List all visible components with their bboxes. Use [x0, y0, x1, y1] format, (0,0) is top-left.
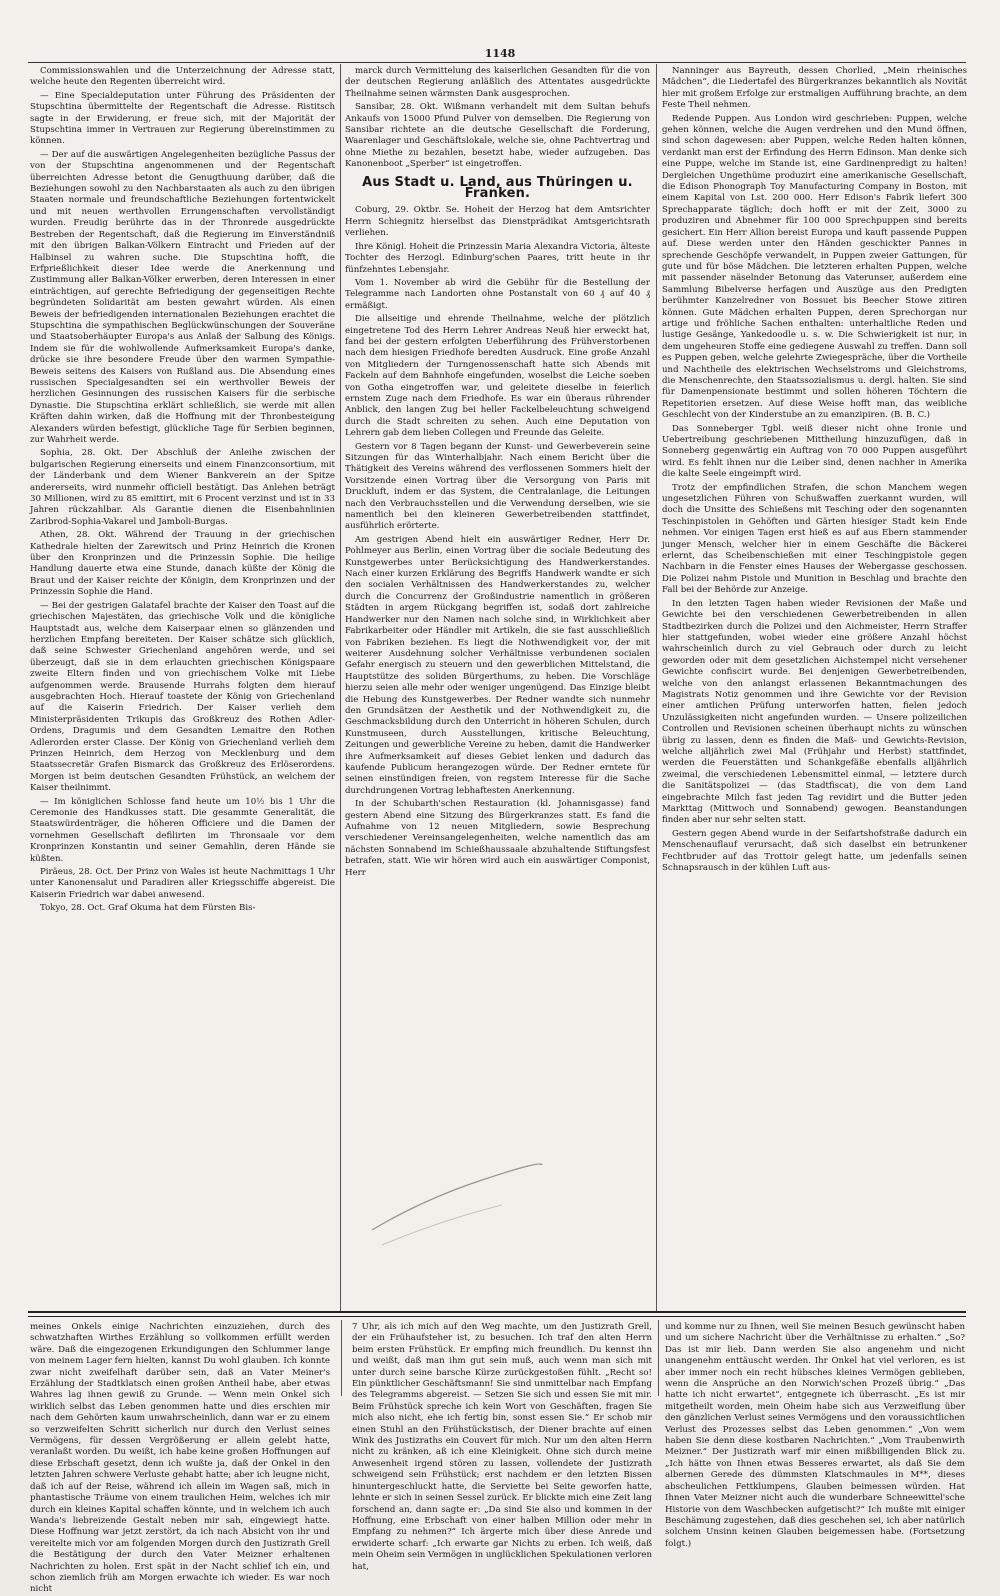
feuilleton-rule — [28, 1311, 966, 1313]
feuilleton-column-rule-2 — [658, 1320, 659, 1396]
column-1 — [30, 66, 335, 1306]
column-rule-1 — [340, 64, 341, 1312]
column-2 — [345, 66, 650, 1306]
paragraph: Redende Puppen. Aus London wird geschrieben: Puppen, welche gehen können, welche die Augen verdrehen und den Mund öffnen, sind schon dagewesen: aber Puppen, welche Reden halten können, verdankt man erst der Erfindung des Herrn Edinson. Man denke sich eine Puppe, welche im Stande ist, eine Gardinenpredigt zu halten! Dergleichen Ungethüme produzirt eine amerikanische Gesellschaft, die Edison Phonograph Toy Manufacturing Company in Boston, mit einem Kapital von Lst. 200 000. Herr Edison's Fabrik liefert 300 Sprechapparate täglich; doch hofft er mit der Zeit, 3000 zu produziren und Abnehmer für 100 000 Sprechpuppen sind bereits gesichert. Ein Herr Allion bereist Europa und kauft passende Puppen auf. Diese werden unter den Händen geschickter Pannes in sprechende Geschöpfe verwandelt, in Puppen zweier Gattungen, für gute und für böse Mädchen. Die letzteren erhalten Puppen, welche mit passender näselnder Betonung das Vaterunser, außerdem eine Sammlung Bibelverse herfagen und Auszüge aus den Predigten berühmter Kanzelredner von Bossuet bis Beecher Stowe zitiren können. Gute Mädchen erhalten Puppen, deren Sprechorgan nur artige und fröhliche Sachen enthalten: unterhaltliche Reden und lustige Gesänge, Yankedoodle u. s. w. Die Schwierigkeit ist nur, in dem ungeheuren Stoffe eine gediegene Auswahl zu treffen. Dann soll es Puppen geben, welche gelehrte Zwiegespräche, über die Vortheile und Nachtheile des elektrischen Wechselstroms und Gleichstroms, die Menschenrechte, den Staatssozialismus u. dergl. halten. Sie sind für Damenpensionate bestimmt und sollen höheren Töchtern die Repetitorien ersetzen. Auf diese Weise hofft man, das weibliche Geschlecht von der Kinderstube an zu emanzipiren. (B. B. C.) — [662, 113, 967, 421]
paragraph: Tokyo, 28. Oct. Graf Okuma hat dem Fürsten Bis- — [40, 903, 256, 914]
paragraph: Commissionswahlen und die Unterzeichnung der Adresse statt, welche heute den Regenten überreicht wird. — [30, 66, 335, 88]
feuilleton-column-rule-1 — [341, 1320, 342, 1396]
paragraph: Trotz der empfindlichen Strafen, die schon Manchem wegen ungesetzlichen Führen von Schußwaffen zuerkannt wurden, will doch die Unsitte des Schießens mit Tesching oder den sogenannten Teschinpistolen in Gehöften und Gärten hiesiger Stadt kein Ende nehmen. Vor einigen Tagen erst hieß es auf aus Ebern stammender junger Mensch, welcher hier in einem Geschäfte die Bäckerei erlernt, das Scheibenschießen mit einer Teschingpistole gegen Nachbarn in die Fenster eines Hauses der Webergasse geschossen. Die Polizei nahm Pistole und Munition in Beschlag und brachte den Fall bei der Behörde zur Anzeige. — [662, 482, 967, 596]
paragraph: Am gestrigen Abend hielt ein auswärtiger Redner, Herr Dr. Pohlmeyer aus Berlin, einen Vortrag über die sociale Bedeutung des Kunstgewerbes unter Berücksichtigung des Handwerkerstandes. Nach einer kurzen Erklärung des Begriffs Handwerk wandte er sich den socialen Verhältnissen des Handwerkerstandes zu, welcher durch die Concurrenz der Großindustrie namentlich in größeren Städten in argem Rückgang begriffen ist, sodaß dort zahlreiche Handwerker nur den Namen nach solche sind, in Wirklichkeit aber Fabrikarbeiter oder Händler mit Artikeln, die sie fast ausschließlich von Fabriken beziehen. Es liegt die Nothwendigkeit vor, der mit weiterer Ausdehnung solcher Verhältnisse verbundenen socialen Gefahr energisch zu steuern und den gewerblichen Mittelstand, die Hauptstütze des soliden Bürgerthums, zu heben. Die Vorschläge hierzu seien alle mehr oder weniger ungenügend. Das Einzige bleibt die Hebung des Kunstgewerbes. Der Redner wandte sich nunmehr den Grundsätzen der Aesthetik und der Nothwendigkeit zu, die Geschmacksbildung durch den Unterricht in höheren Schulen, durch Kunstmuseen, durch Ausstellungen, kritische Beleuchtung, Zeitungen und gewerbliche Vereine zu heben, damit die Handwerker ihre Aufmerksamkeit auf dieses Gebiet lenken und dadurch das kaufende Publicum herangezogen würde. Der Redner erntete für seinen einstündigen freien, von regstem Interesse für die Sache durchdrungenen Vortrag lebhaftesten Anerkennung. — [345, 534, 650, 796]
paragraph: — Der auf die auswärtigen Angelegenheiten bezügliche Passus der von der Stupschtina angenommenen und der Regentschaft überreichten Adresse betont die Genugthuung darüber, daß die Beziehungen sowohl zu den Nachbarstaaten als auch zu den übrigen Staaten normale und freundschaftliche Beziehungen fortentwickelt und mit neuen werthvollen Errungenschaften vervollständigt wurden. Freudig berührte das in der Thronrede ausgedrückte Bestreben der Regentschaft, daß die Regierung im Einverständniß mit den übrigen Balkan-Völkern Eintracht und Frieden auf der Halbinsel zu wahren suche. Die Stupschtina hofft, die Erfprießlichkeit dieser Idee werde die Anerkennung und Zustimmung aller Balkan-Völker erwerben, deren Interessen in einer einträchtigen, auf gerechte Befriedigung der gegenseitigen Rechte begründeten Solidarität am besten gewahrt würden. Als einen Beweis der befriedigenden internationalen Beziehungen erachtet die Stupschtina die sympathischen Beglückwünschungen der Souveräne und Staatsoberhäupter Europa's aus Anlaß der Salbung des Königs. Indem sie für die wohlwollende Aufmerksamkeit Europa's danke, drücke sie ihre besondere Freude über den warmen Sympathie-Beweis seitens des Kaisers von Rußland aus. Die Absendung eines russischen Specialgesandten sei ein werthvoller Beweis der herzlichen Gesinnungen des russischen Kaisers für die serbische Dynastie. Die Stupschtina erklärt schließlich, sie werde mit allen Kräften dahin wirken, daß die Hoffnung mit der Thronbesteigung Alexanders würden befestigt, glückliche Tage für Serbien beginnen, zur Wahrheit werde. — [30, 149, 335, 445]
column-rule-2 — [656, 64, 657, 1312]
paragraph: marck durch Vermittelung des kaiserlichen Gesandten für die von der deutschen Regierung anläßlich des Attentates ausgedrückte Theilnahme seinen wärmsten Dank ausgesprochen. — [345, 66, 650, 99]
paragraph: Piräeus, 28. Oct. Der Prinz von Wales ist heute Nachmittags 1 Uhr unter Kanonensalut und Paradiren aller Kriegsschiffe abgereist. Die Kaiserin Friedrich war dabei anwesend. — [30, 867, 335, 900]
paragraph: Athen, 28. Okt. Während der Trauung in der griechischen Kathedrale hielten der Zarewitsch und Prinz Heinrich die Kronen über den Kronprinzen und die Prinzessin Sophie. Die heilige Handlung dauerte etwa eine Stunde, danach küßte der König die Braut und der Kaiser reichte der Königin, dem Kronprinzen und der Prinzessin Sophie die Hand. — [30, 530, 335, 598]
feuilleton-column-1: meines Onkels einige Nachrichten einzuziehen, durch des schwatzhaften Wirthes Erzählung so vollkommen erfüllt werden wäre. Daß die eingezogenen Erkundigungen den Schlummer lange von meinem Lager fern hielten, kannst Du wohl glauben. Ich konnte zwar nicht zweifelhaft darüber sein, daß an Vater Meiner's Erzählung der Stadtklatsch einen großen Antheil habe, aber etwas Wahres lag ihnen gewiß zu Grunde. — Wenn mein Onkel sich wirklich selbst das Leben genommen hatte und dies erschien mir nach dem Gehörten kaum unwahrscheinlich, dann war er zu einem so verzweifelten Schritt sicherlich nur durch den Verlust seines Vermögens, für dessen Vergrößerung er allein gelebt hatte, veranlaßt worden. Du weißt, ich habe keine großen Hoffnungen auf diese Erbschaft gesetzt, denn ich wußte ja, daß der Onkel in den letzten Jahren schwere Verluste gehabt hatte; aber ich leugne nicht, daß ich auf der Reise, während ich allein im Wagen saß, mich in phantastische Träume von einem traulichen Heim, welches ich mir durch ein kleines Kapital schaffen könnte, und in welchem ich auch Wanda's liebreizende Gestalt neben mir sah, eingewiegt hatte. Diese Hoffnung war jetzt zerstört, da ich nach Absicht von ihr und vereitelte mich vor am folgenden Morgen durch den Justizrath Grell die Bestätigung der durch den Vater Meizner erhaltenen Nachrichten zu holen. Erst spät in der Nacht schlief ich ein, und schon ziemlich früh am Morgen erwachte ich wieder. Es war noch nicht — [30, 1322, 330, 1595]
section-heading: Aus Stadt u. Land, aus Thüringen u. Franken. — [362, 174, 633, 202]
paragraph: In den letzten Tagen haben wieder Revisionen der Maße und Gewichte bei den verschiedenen Gewerbetreibenden in allen Stadtbezirken durch die Polizei und den Aichmeister, Herrn Straffer hier stattgefunden, wobei wieder eine größere Anzahl höchst wahrscheinlich durch zu viel Gebrauch oder durch zu leicht geworden oder mit dem gesetzlichen Aichstempel nicht versehener Gewichte confiscirt wurde. Bei denjenigen Gewerbetreibenden, welche von den anlangst erlassenen Bekanntmachungen des Magistrats Notiz genommen und ihre Gewichte vor der Revision einer amtlichen Prüfung unterworfen hatten, fielen jedoch Unzulässigkeiten nicht angefunden wurden. — Unsere polizeilichen Controllen und Revisionen scheinen überhaupt nichts zu wünschen übrig zu lassen, denn es finden die Maß- und Gewichts-Revision, welche alljährlich zwei Mal (Frühjahr und Herbst) stattfindet, werden die Feuerstätten und Schankgefäße ebenfalls alljährlich zweimal, die verschiedenen Lebensmittel einmal, — letztere durch die Sanitätspolizei — (das Stadtfiscat), die von dem Land eingebrachte Milch fast jeden Tag revidirt und die Butter jeden Markttag (Mittwoch und Sonnabend) gewogen. Beanstandungen finden aber nur sehr selten statt. — [662, 598, 967, 826]
feuilleton-column-3: und komme nur zu Ihnen, weil Sie meinen Besuch gewünscht haben und um sichere Nachricht über die Verhältnisse zu erhalten.“ „So? Das ist mir lieb. Dann werden Sie also angenehm und nicht unangenehm enttäuscht werden. Ihr Onkel hat viel verloren, es ist aber immer noch ein recht hübsches kleines Vermögen geblieben, wenn die Ansprüche an den Norwich'schen Prozeß übrig.“ „Das hatte ich nicht erwartet“, entgegnete ich überrascht. „Es ist mir mitgetheilt worden, mein Oheim habe sich aus Verzweiflung über den gänzlichen Verlust seines Vermögens und den voraussichtlichen Verlust des Prozesses selbst das Leben genommen.“ „Von wem haben Sie denn diese kostbaren Nachrichten.“ „Vom Traubenwirth Meizner.“ Der Justizrath warf mir einen mißbilligenden Blick zu. „Ich hätte von Ihnen etwas Besseres erwartet, als daß Sie dem albernen Gerede des dümmsten Klatschmaules in M**, dieses abscheulichen Fettklumpens, Glauben beimessen würden. Hat Ihnen Vater Meizner nicht auch die wunderbare Schneewittel'sche Historie von dem Waschbecken aufgetischt?“ Ich mußte mit einiger Beschämung zugestehen, daß dies geschehen sei, ich aber natürlich solchem Unsinn keinen Glauben beigemessen habe. (Fortsetzung folgt.) — [665, 1322, 965, 1549]
paragraph: — Bei der gestrigen Galatafel brachte der Kaiser den Toast auf die griechischen Majestäten, das griechische Volk und die königliche Hauptstadt aus, welche dem Kaiserpaar einen so glänzenden und herzlichen Empfang bereiteten. Der Kaiser schätze sich glücklich, daß seine Schwester Griechenland angehören werde, und sei überzeugt, daß sie in dem erlauchten griechischen Königspaare zweite Eltern finden und von griechischem Volke mit Liebe aufgenommen werde. Brausende Hurrahs folgten dem hierauf ausgebrachten Hoch. Hierauf toastete der König von Griechenland auf die Kaiserin Friedrich. Der Kaiser verlieh dem Ministerpräsidenten Trikupis das Großkreuz des Rothen Adler-Ordens, Dragumis und dem Gesandten Lemaitre den Rothen Adlerorden erster Classe. Der König von Griechenland verlieh dem Prinzen Heinrich, dem Herzog von Mecklenburg und dem Staatssecretär Grafen Bismarck das Großkreuz des Erlöserordens. Morgen ist beim deutschen Gesandten Frühstück, an welchem der Kaiser theilnimmt. — [30, 600, 335, 794]
feuilleton-rule-thin — [28, 1316, 966, 1317]
paragraph: Vom 1. November ab wird die Gebühr für die Bestellung der Telegramme nach Landorten ohne Postanstalt von 60 ₰ auf 40 ₰ ermäßigt. — [345, 277, 650, 311]
page-number: 1148 — [484, 47, 516, 60]
paragraph: Das Sonneberger Tgbl. weiß dieser nicht ohne Ironie und Uebertreibung geschriebenen Mittheilung hinzuzufügen, daß in Sonneberg gegenwärtig ein Auftrag von 70 000 Puppen ausgeführt wird. Es fehlt ihnen nur die Leiber sind, denen nachher in Amerika die kalte Seele eingeimpft wird. — [662, 423, 967, 480]
paragraph: Sansibar, 28. Okt. Wißmann verhandelt mit dem Sultan behufs Ankaufs von 15000 Pfund Pulver von demselben. Die Regierung von Sansibar richtete an die deutsche Gesellschaft die Forderung, Waarenlager und Geschäftslokale, welche sie, ohne Pachtvertrag und ohne Miethe zu bezahlen, besetzt habe, wieder aufzugeben. Das Kanonenboot „Sperber“ ist eingetroffen. — [345, 102, 650, 170]
paragraph: Die allseitige und ehrende Theilnahme, welche der plötzlich eingetretene Tod des Herrn Lehrer Andreas Neuß hier erweckt hat, fand bei der gestern erfolgten Ueberführung des Frühverstorbenen nach dem hiesigen Friedhofe beredten Ausdruck. Eine große Anzahl von Mitgliedern der Turngenossenschaft hatte sich Abends mit Fackeln auf dem Bahnhofe eingefunden, woselbst die Leiche soeben von Gotha eingetroffen war, und geleitete dieselbe in feierlich ernstem Zuge nach dem Friedhofe. Es war ein überaus rührender Anblick, den langen Zug bei heller Fackelbeleuchtung schweigend durch die Stadt schreiten zu sehen. Auch eine Deputation von Lehrern gab dem lieben Collegen und Freunde das Geleite. — [345, 314, 650, 439]
paragraph: Nanninger aus Bayreuth, dessen Chorlied, „Mein rheinisches Mädchen“, die Liedertafel des Bürgerkranzes bekanntlich als Novität hier mit großem Erfolge zur erstmaligen Aufführung brachte, an dem Feste Theil nehmen. — [662, 66, 967, 111]
ink-mark — [362, 1160, 552, 1260]
feuilleton-column-2: 7 Uhr, als ich mich auf den Weg machte, um den Justizrath Grell, der ein Frühaufsteher ist, zu besuchen. Ich traf den alten Herrn beim ersten Frühstück. Er empfing mich freundlich. Du kennst ihn und weißt, daß man ihm gut sein muß, auch wenn man sich mit unter durch seine barsche Kürze zurückgestoßen fühlt. „Recht so! Ein pünktlicher Geschäftsmann! Sie sind unmittelbar nach Empfang des Telegramms abgereist. — Setzen Sie sich und essen Sie mit mir. Beim Frühstück spreche ich kein Wort von Geschäften, fragen Sie mich also nicht, ehe ich fertig bin, sonst essen Sie.“ Er schob mir einen Stuhl an den Frühstückstisch, der Diener brachte auf einen Wink des Justizraths ein Couvert für mich. Nur um den alten Herrn nicht zu kränken, aß ich eine Kleinigkeit. Ohne sich durch meine Anwesenheit irgend stören zu lassen, vollendete der Justizrath schweigend sein Frühstück; erst nachdem er den letzten Bissen hinuntergeschluckt hatte, die Serviette bei Seite geworfen hatte, lehnte er sich in seinen Sessel zurück. Er blickte mich eine Zeit lang forschend an, dann sagte er: „Da sind Sie also und kommen in der Hoffnung, eine Erbschaft von einer halben Million oder mehr in Empfang zu nehmen?“ Ich ärgerte mich über diese Anrede und erwiderte scharf: „Ich erwarte gar Nichts zu erben. Ich weiß, daß mein Oheim sein Vermögen in unglücklichen Spekulationen verloren hat, — [352, 1322, 652, 1572]
paragraph: Coburg, 29. Oktbr. Se. Hoheit der Herzog hat dem Amtsrichter Herrn Schiegnitz hierselbst das Dienstprädikat Amtsgerichtsrath verliehen. — [345, 205, 650, 239]
paragraph: — Im königlichen Schlosse fand heute um 10½ bis 1 Uhr die Ceremonie des Handkusses statt. Die gesammte Generalität, die Staatswürdenträger, die höheren Officiere und die Damen der vornehmen Gesellschaft defilirten im Thronsaale vor dem Kronprinzen Konstantin und seiner Gemahlin, deren Hände sie küßten. — [30, 796, 335, 864]
paragraph: In der Schubarth'schen Restauration (kl. Johannisgasse) fand gestern Abend eine Sitzung des Bürgerkranzes statt. Es fand die Aufnahme von 12 neuen Mitgliedern, sowie Besprechung verschiedener Vereinsangelegenheiten, welche namentlich das am nächsten Sonnabend im Schießhaussaale abzuhaltende Stiftungsfest betrafen, statt. Wie wir hören wird auch ein auswärtiger Componist, Herr — [345, 799, 650, 878]
paragraph: Gestern gegen Abend wurde in der Seifartshofstraße dadurch ein Menschenauflauf verursacht, daß sich daselbst ein betrunkener Fechtbruder auf das Trottoir gelegt hatte, um jedenfalls seinen Schnapsrausch in der kühlen Luft aus- — [662, 828, 967, 874]
paragraph: Sophia, 28. Okt. Der Abschluß der Anleihe zwischen der bulgarischen Regierung einerseits und einem Finanzconsortium, mit der Länderbank und dem Wiener Bankverein an der Spitze andererseits, wird nunmehr officiell bestätigt. Das Anlehen beträgt 30 Millionen, wird zu 85 emittirt, mit 6 Procent verzinst und ist in 33 Jahren rückzahlbar. Als Garantie dienen die Eisenbahnlinien Zaribrod-Sophia-Vakarel und Jamboli-Burgas. — [30, 448, 335, 527]
paragraph: — Eine Specialdeputation unter Führung des Präsidenten der Stupschtina übermittelte der Regentschaft die Adresse. Ristitsch sagte in der Erwiderung, er freue sich, mit der Majorität der Stupschtina immer in Vertrauen zur Regierung übereinstimmen zu können. — [30, 90, 335, 147]
paragraph: Ihre Königl. Hoheit die Prinzessin Maria Alexandra Victoria, älteste Tochter des Herzogl. Edinburg'schen Paares, tritt heute in ihr fünfzehntes Lebensjahr. — [345, 241, 650, 275]
paragraph: Gestern vor 8 Tagen begann der Kunst- und Gewerbeverein seine Sitzungen für das Winterhalbjahr. Nach einem Bericht über die Thätigkeit des Vereins während des verflossenen Sommers hielt der Vorsitzende einen Vortrag über die Versorgung von Paris mit Druckluft, indem er das System, die Centralanlage, die Leitungen nach den Verbrauchsstellen und die Verwendung derselben, wie sie namentlich bei den kleineren Gewerbetreibenden stattfindet, ausführlich erörterte. — [345, 441, 650, 532]
header-rule — [28, 62, 966, 63]
column-3 — [662, 66, 967, 1306]
